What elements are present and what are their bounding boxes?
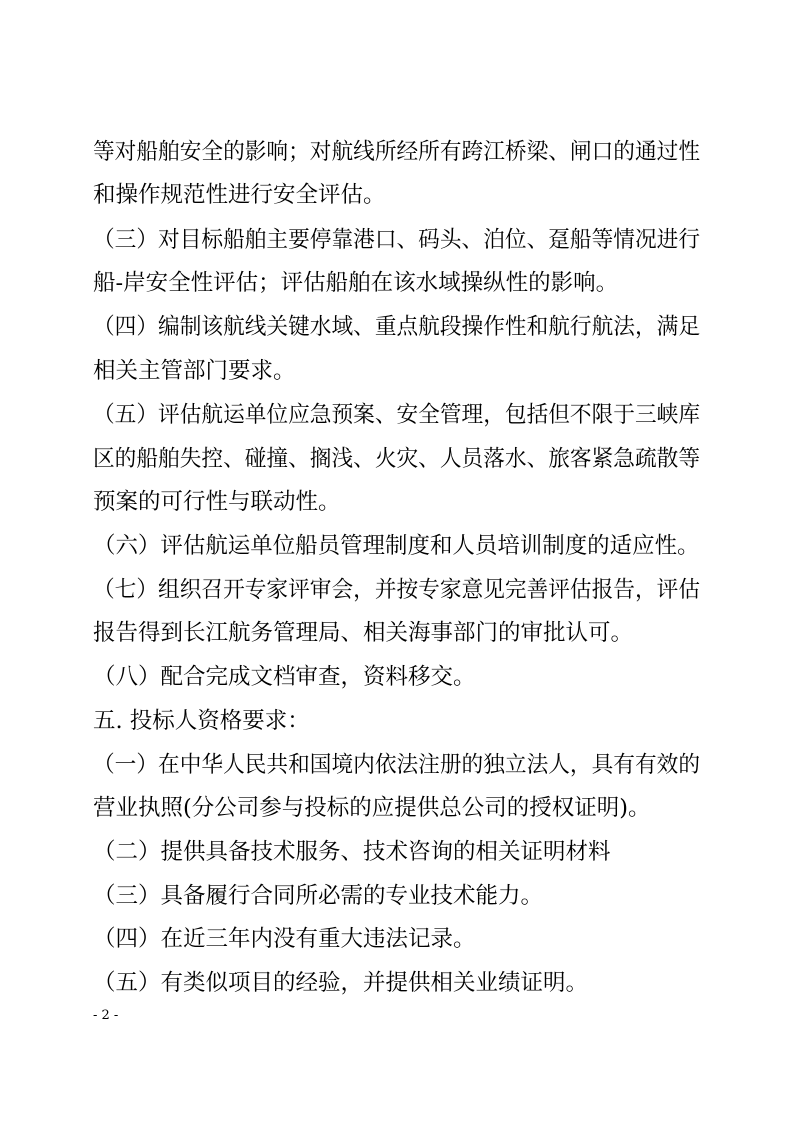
section-heading-qualifications: 五. 投标人资格要求： xyxy=(93,708,310,734)
page-number: - 2 - xyxy=(93,1008,119,1023)
text-line-7: （五）评估航运单位应急预案、安全管理，包括但不限于三峡库 xyxy=(93,402,701,428)
text-line-9: 预案的可行性与联动性。 xyxy=(93,489,341,515)
text-line-16: 营业执照(分公司参与投标的应提供总公司的授权证明)。 xyxy=(93,795,651,821)
text-line-19: （四）在近三年内没有重大违法记录。 xyxy=(93,926,476,952)
text-line-3: （三）对目标船舶主要停靠港口、码头、泊位、趸船等情况进行 xyxy=(93,227,701,253)
text-line-11: （七）组织召开专家评审会，并按专家意见完善评估报告，评估 xyxy=(93,577,701,603)
text-line-5: （四）编制该航线关键水域、重点航段操作性和航行航法，满足 xyxy=(93,314,701,340)
text-line-20: （五）有类似项目的经验，并提供相关业绩证明。 xyxy=(93,970,589,996)
text-line-13: （八）配合完成文档审查，资料移交。 xyxy=(93,664,476,690)
text-line-18: （三）具备履行合同所必需的专业技术能力。 xyxy=(93,883,544,909)
text-line-10: （六）评估航运单位船员管理制度和人员培训制度的适应性。 xyxy=(93,533,700,559)
text-line-6: 相关主管部门要求。 xyxy=(93,358,296,384)
text-line-4: 船-岸安全性评估；评估船舶在该水域操纵性的影响。 xyxy=(93,270,619,296)
text-line-1: 等对船舶安全的影响；对航线所经所有跨江桥梁、闸口的通过性 xyxy=(93,139,701,165)
text-line-2: 和操作规范性进行安全评估。 xyxy=(93,182,386,208)
text-line-8: 区的船舶失控、碰撞、搁浅、火灾、人员落水、旅客紧急疏散等 xyxy=(93,446,701,472)
text-line-15: （一）在中华人民共和国境内依法注册的独立法人，具有有效的 xyxy=(93,752,701,778)
text-line-17: （二）提供具备技术服务、技术咨询的相关证明材料 xyxy=(93,839,611,865)
text-line-12: 报告得到长江航务管理局、相关海事部门的审批认可。 xyxy=(93,620,634,646)
